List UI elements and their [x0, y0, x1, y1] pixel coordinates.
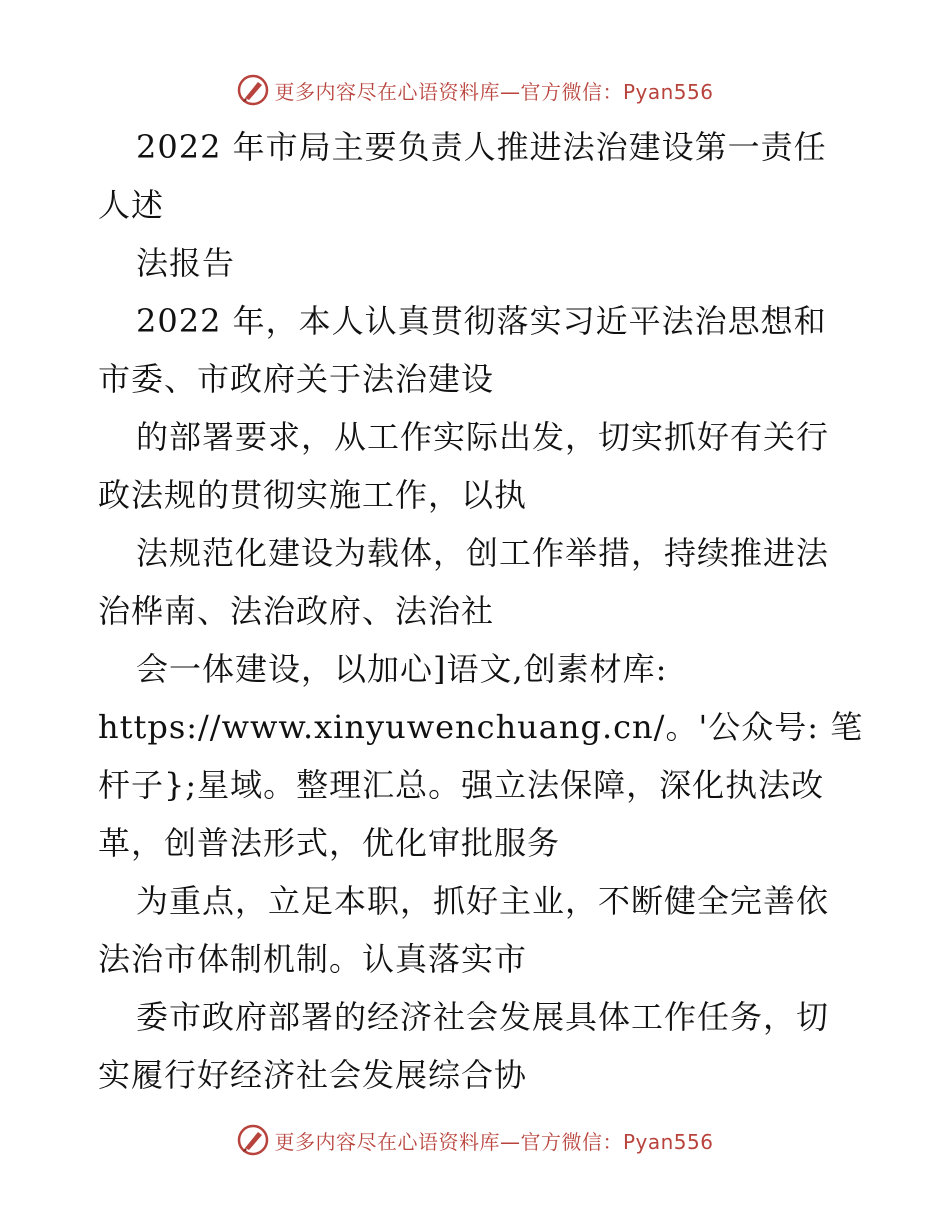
- watermark-text: 更多内容尽在心语资料库—官方微信：Pyan556: [274, 1129, 714, 1154]
- watermark-text: 更多内容尽在心语资料库—官方微信：Pyan556: [274, 79, 714, 104]
- text-line: 的部署要求，从工作实际出发，切实抓好有关行: [136, 418, 830, 456]
- document-body: [98, 118, 864, 1104]
- text-line: 法治市体制机制。认真落实市: [98, 940, 528, 978]
- text-line: https://www.xinyuwenchuang.cn/。'公众号: 笔: [98, 708, 864, 746]
- text-line: 实履行好经济社会发展综合协: [98, 1056, 528, 1094]
- text-line: 杆子};星域。整理汇总。强立法保障，深化执法改: [98, 766, 825, 804]
- text-line: 委市政府部署的经济社会发展具体工作任务，切: [136, 998, 830, 1036]
- header-watermark-banner: [0, 68, 950, 112]
- text-line: 人述: [98, 186, 165, 224]
- text-line: 革，创普法形式，优化审批服务: [98, 824, 561, 862]
- footer-watermark-banner: [0, 1118, 950, 1162]
- text-line: 为重点，立足本职，抓好主业，不断健全完善依: [136, 882, 830, 920]
- text-line: 治桦南、法治政府、法治社: [98, 592, 495, 630]
- text-line: 政法规的贯彻实施工作，以执: [98, 476, 528, 514]
- text-line: 法报告: [136, 244, 236, 282]
- pen-logo-icon: [236, 1123, 270, 1157]
- text-line: 市委、市政府关于法治建设: [98, 360, 495, 398]
- text-line: 法规范化建设为载体，创工作举措，持续推进法: [136, 534, 830, 572]
- text-line: 2022 年，本人认真贯彻落实习近平法治思想和: [136, 302, 827, 340]
- text-line: 2022 年市局主要负责人推进法治建设第一责任: [136, 128, 827, 166]
- text-line: 会一体建设，以加心]语文,创素材库:: [136, 650, 668, 688]
- pen-logo-icon: [236, 73, 270, 107]
